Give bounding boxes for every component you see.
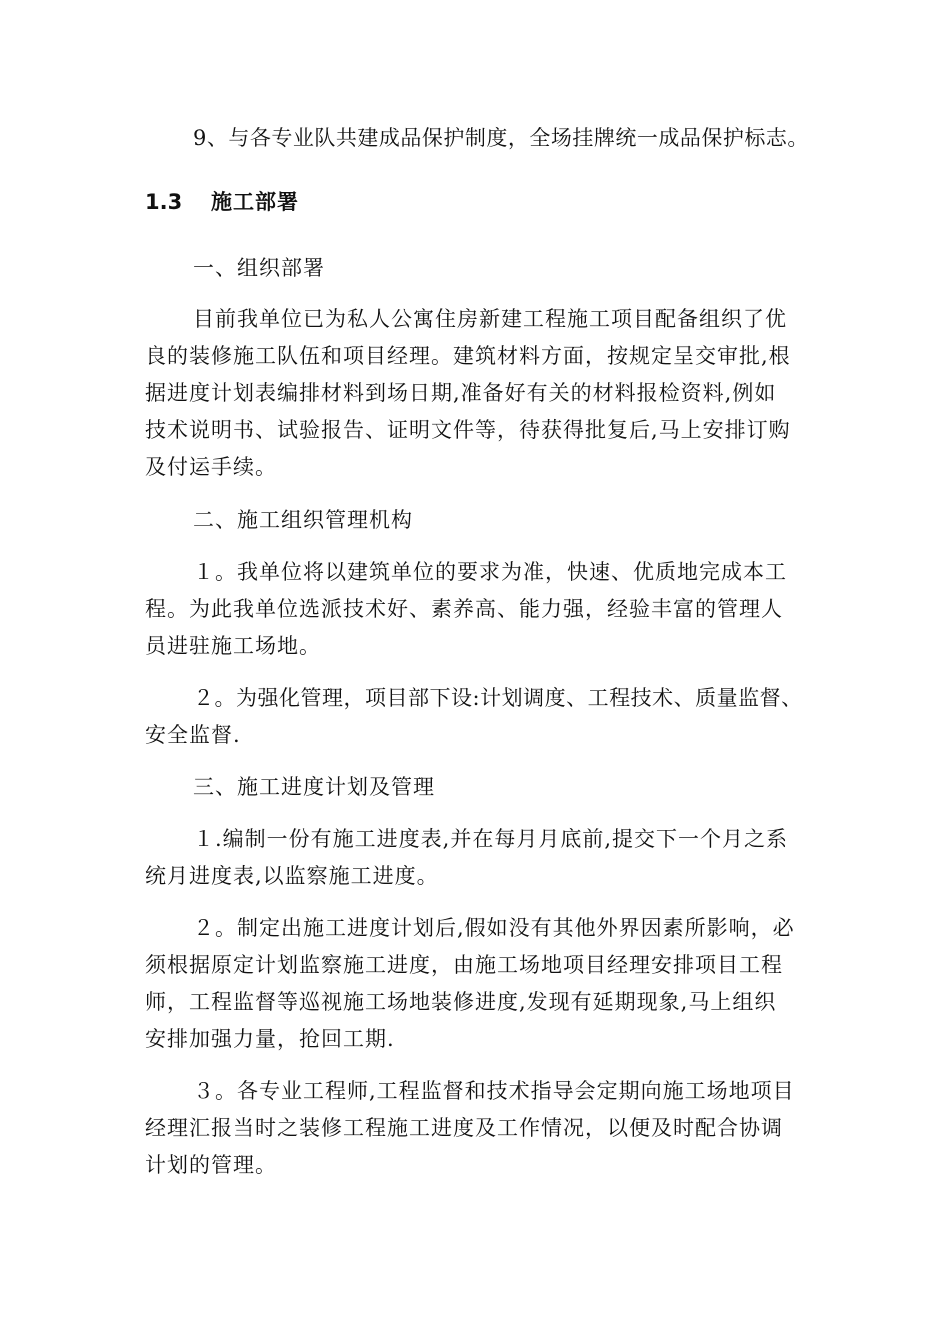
section-title: 施工部署 xyxy=(211,190,299,214)
paragraph-line: 师，工程监督等巡视施工场地装修进度,发现有延期现象,马上组织 xyxy=(145,990,777,1014)
subheading: 二、施工组织管理机构 xyxy=(193,508,413,532)
paragraph-line: 须根据原定计划监察施工进度，由施工场地项目经理安排项目工程 xyxy=(145,953,783,977)
paragraph-line: 目前我单位已为私人公寓住房新建工程施工项目配备组织了优 xyxy=(193,307,787,331)
paragraph-line: 9、与各专业队共建成品保护制度，全场挂牌统一成品保护标志。 xyxy=(193,126,809,150)
subheading: 一、组织部署 xyxy=(193,256,325,280)
paragraph-line: 良的装修施工队伍和项目经理。建筑材料方面，按规定呈交审批,根 xyxy=(145,344,791,368)
section-heading xyxy=(145,186,299,218)
paragraph-line: 统月进度表,以监察施工进度。 xyxy=(145,864,439,888)
paragraph-line: 经理汇报当时之装修工程施工进度及工作情况，以便及时配合协调 xyxy=(145,1116,783,1140)
paragraph-line: １.编制一份有施工进度表,并在每月月底前,提交下一个月之系 xyxy=(193,827,789,851)
paragraph-line: 员进驻施工场地。 xyxy=(145,634,321,658)
paragraph-line: ２。为强化管理，项目部下设:计划调度、工程技术、质量监督、 xyxy=(193,686,803,710)
paragraph-line: 据进度计划表编排材料到场日期,准备好有关的材料报检资料,例如 xyxy=(145,381,777,405)
paragraph-line: 计划的管理。 xyxy=(145,1153,277,1177)
paragraph-line: 安排加强力量，抢回工期. xyxy=(145,1027,395,1051)
paragraph-line: ３。各专业工程师,工程监督和技术指导会定期向施工场地项目 xyxy=(193,1079,795,1103)
section-number: 1.3 xyxy=(145,190,183,214)
subheading: 三、施工进度计划及管理 xyxy=(193,775,435,799)
paragraph-line: １。我单位将以建筑单位的要求为准，快速、优质地完成本工 xyxy=(193,560,787,584)
paragraph-line: 及付运手续。 xyxy=(145,455,277,479)
paragraph-line: 技术说明书、试验报告、证明文件等，待获得批复后,马上安排订购 xyxy=(145,418,791,442)
paragraph-line: ２。制定出施工进度计划后,假如没有其他外界因素所影响，必 xyxy=(193,916,795,940)
paragraph-line: 程。为此我单位选派技术好、素养高、能力强，经验丰富的管理人 xyxy=(145,597,783,621)
paragraph-line: 安全监督. xyxy=(145,723,241,747)
